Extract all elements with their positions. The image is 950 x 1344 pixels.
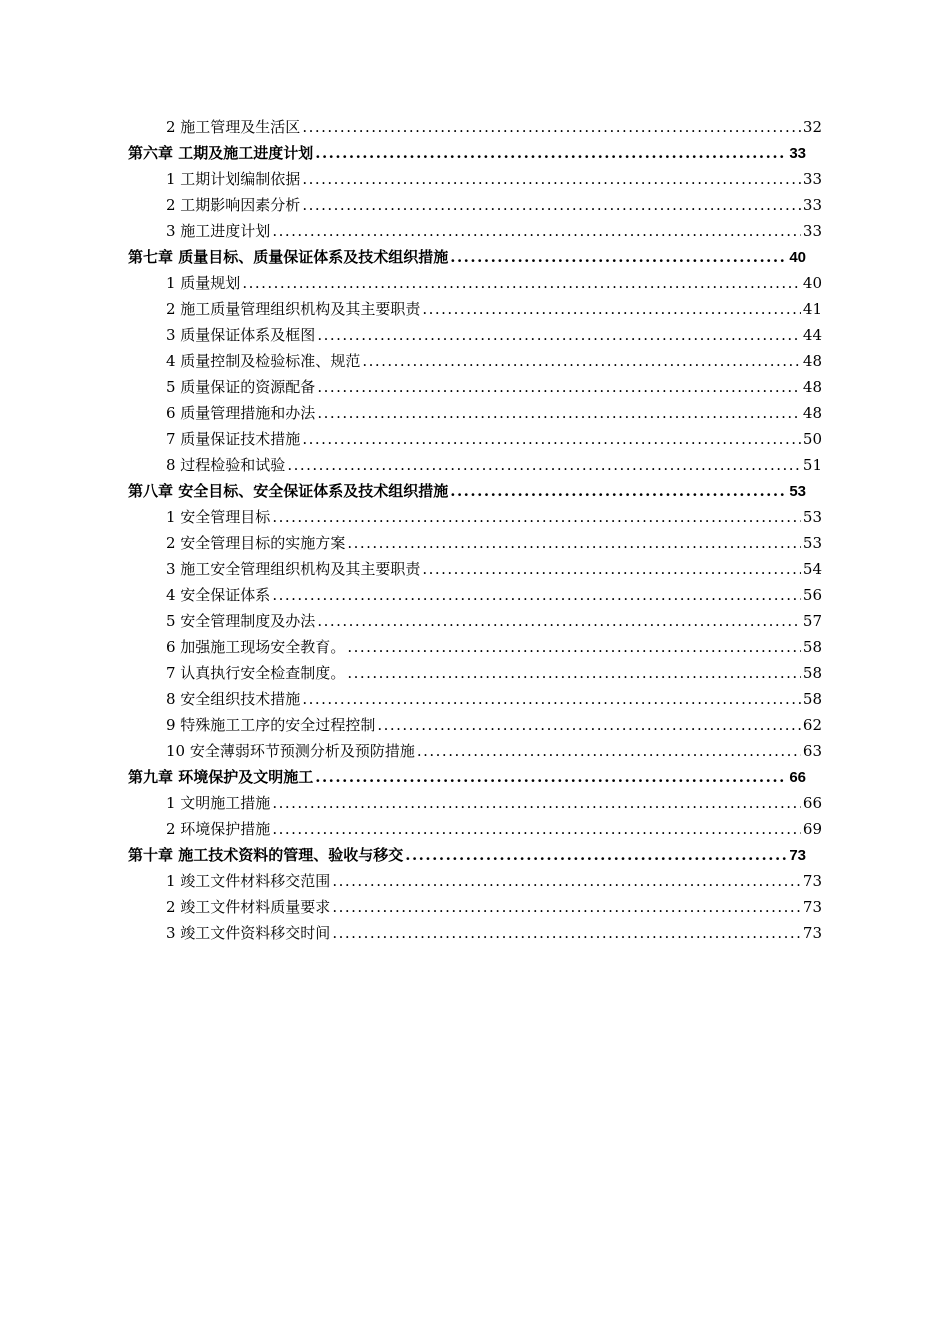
toc-entry-page-number: 44 <box>802 326 822 344</box>
toc-section-entry[interactable] <box>128 920 822 946</box>
toc-entry-title: 第十章 施工技术资料的管理、验收与移交 <box>128 846 404 864</box>
toc-dot-leader <box>332 894 801 920</box>
toc-entry-page-number: 73 <box>802 898 822 916</box>
toc-dot-leader <box>242 270 801 296</box>
toc-section-entry[interactable] <box>128 218 822 244</box>
toc-chapter-entry[interactable] <box>128 842 806 868</box>
toc-entry-page-number: 51 <box>802 456 822 474</box>
toc-dot-leader <box>362 348 801 374</box>
toc-section-entry[interactable] <box>128 322 822 348</box>
toc-entry-page-number: 40 <box>802 274 822 292</box>
toc-dot-leader <box>422 296 801 322</box>
toc-entry-page-number: 66 <box>789 769 806 786</box>
toc-entry-page-number: 62 <box>802 716 822 734</box>
toc-dot-leader <box>450 244 787 270</box>
toc-entry-page-number: 53 <box>802 534 822 552</box>
toc-section-entry[interactable] <box>128 712 822 738</box>
toc-entry-title: 1 安全管理目标 <box>166 508 271 526</box>
toc-entry-page-number: 50 <box>802 430 822 448</box>
toc-section-entry[interactable] <box>128 374 822 400</box>
toc-dot-leader <box>450 478 787 504</box>
toc-chapter-entry[interactable] <box>128 478 806 504</box>
toc-entry-title: 1 文明施工措施 <box>166 794 271 812</box>
toc-dot-leader <box>377 712 801 738</box>
toc-entry-page-number: 32 <box>802 118 822 136</box>
toc-dot-leader <box>417 738 801 764</box>
toc-entry-title: 2 施工质量管理组织机构及其主要职责 <box>166 300 421 318</box>
toc-entry-page-number: 56 <box>802 586 822 604</box>
toc-entry-title: 6 质量管理措施和办法 <box>166 404 316 422</box>
toc-section-entry[interactable] <box>128 426 822 452</box>
toc-entry-title: 3 竣工文件资料移交时间 <box>166 924 331 942</box>
toc-entry-title: 1 质量规划 <box>166 274 241 292</box>
toc-entry-title: 第八章 安全目标、安全保证体系及技术组织措施 <box>128 482 449 500</box>
toc-dot-leader <box>302 686 801 712</box>
toc-section-entry[interactable] <box>128 114 822 140</box>
toc-dot-leader <box>287 452 801 478</box>
toc-dot-leader <box>317 400 801 426</box>
toc-entry-title: 3 质量保证体系及框图 <box>166 326 316 344</box>
toc-entry-page-number: 48 <box>802 352 822 370</box>
toc-dot-leader <box>272 504 801 530</box>
toc-dot-leader <box>332 920 801 946</box>
toc-entry-page-number: 33 <box>802 222 822 240</box>
toc-dot-leader <box>347 634 801 660</box>
toc-entry-page-number: 73 <box>789 847 806 864</box>
toc-dot-leader <box>272 218 801 244</box>
toc-entry-title: 1 工期计划编制依据 <box>166 170 301 188</box>
toc-section-entry[interactable] <box>128 270 822 296</box>
toc-entry-title: 5 安全管理制度及办法 <box>166 612 316 630</box>
toc-entry-title: 3 施工进度计划 <box>166 222 271 240</box>
toc-section-entry[interactable] <box>128 452 822 478</box>
toc-section-entry[interactable] <box>128 634 822 660</box>
toc-section-entry[interactable] <box>128 582 822 608</box>
toc-entry-page-number: 53 <box>789 483 806 500</box>
toc-dot-leader <box>317 374 801 400</box>
toc-entry-page-number: 40 <box>789 249 806 266</box>
toc-entry-title: 2 环境保护措施 <box>166 820 271 838</box>
toc-section-entry[interactable] <box>128 530 822 556</box>
toc-dot-leader <box>302 426 801 452</box>
toc-section-entry[interactable] <box>128 504 822 530</box>
toc-dot-leader <box>272 582 801 608</box>
toc-dot-leader <box>315 764 787 790</box>
toc-entry-title: 7 认真执行安全检查制度。 <box>166 664 346 682</box>
toc-dot-leader <box>302 192 801 218</box>
toc-dot-leader <box>347 530 801 556</box>
toc-chapter-entry[interactable] <box>128 764 806 790</box>
toc-entry-title: 第六章 工期及施工进度计划 <box>128 144 314 162</box>
toc-section-entry[interactable] <box>128 660 822 686</box>
toc-entry-title: 8 过程检验和试验 <box>166 456 286 474</box>
toc-entry-page-number: 54 <box>802 560 822 578</box>
toc-entry-title: 5 质量保证的资源配备 <box>166 378 316 396</box>
toc-entry-page-number: 48 <box>802 404 822 422</box>
toc-section-entry[interactable] <box>128 868 822 894</box>
toc-entry-title: 4 安全保证体系 <box>166 586 271 604</box>
toc-section-entry[interactable] <box>128 790 822 816</box>
toc-entry-page-number: 57 <box>802 612 822 630</box>
toc-entry-title: 第九章 环境保护及文明施工 <box>128 768 314 786</box>
toc-dot-leader <box>302 166 801 192</box>
toc-entry-page-number: 58 <box>802 690 822 708</box>
toc-chapter-entry[interactable] <box>128 140 806 166</box>
toc-dot-leader <box>272 790 801 816</box>
toc-entry-title: 6 加强施工现场安全教育。 <box>166 638 346 656</box>
toc-entry-page-number: 63 <box>802 742 822 760</box>
toc-dot-leader <box>302 114 801 140</box>
toc-entry-title: 2 施工管理及生活区 <box>166 118 301 136</box>
toc-entry-title: 第七章 质量目标、质量保证体系及技术组织措施 <box>128 248 449 266</box>
toc-section-entry[interactable] <box>128 738 822 764</box>
toc-entry-page-number: 58 <box>802 664 822 682</box>
toc-dot-leader <box>315 140 787 166</box>
toc-entry-page-number: 69 <box>802 820 822 838</box>
toc-section-entry[interactable] <box>128 686 822 712</box>
toc-section-entry[interactable] <box>128 556 822 582</box>
toc-entry-page-number: 53 <box>802 508 822 526</box>
toc-chapter-entry[interactable] <box>128 244 806 270</box>
toc-dot-leader <box>422 556 801 582</box>
toc-entry-page-number: 66 <box>802 794 822 812</box>
toc-entry-page-number: 33 <box>789 145 806 162</box>
toc-entry-page-number: 58 <box>802 638 822 656</box>
toc-entry-page-number: 73 <box>802 872 822 890</box>
toc-section-entry[interactable] <box>128 348 822 374</box>
table-of-contents <box>128 114 828 946</box>
toc-dot-leader <box>405 842 787 868</box>
toc-dot-leader <box>332 868 801 894</box>
toc-entry-page-number: 73 <box>802 924 822 942</box>
toc-entry-page-number: 33 <box>802 170 822 188</box>
toc-dot-leader <box>317 322 801 348</box>
toc-section-entry[interactable] <box>128 296 822 322</box>
toc-dot-leader <box>317 608 801 634</box>
toc-section-entry[interactable] <box>128 400 822 426</box>
toc-dot-leader <box>272 816 801 842</box>
toc-section-entry[interactable] <box>128 192 822 218</box>
toc-entry-page-number: 48 <box>802 378 822 396</box>
toc-section-entry[interactable] <box>128 166 822 192</box>
toc-entry-title: 2 安全管理目标的实施方案 <box>166 534 346 552</box>
toc-entry-title: 8 安全组织技术措施 <box>166 690 301 708</box>
toc-section-entry[interactable] <box>128 608 822 634</box>
toc-entry-page-number: 41 <box>802 300 822 318</box>
toc-entry-title: 1 竣工文件材料移交范围 <box>166 872 331 890</box>
toc-entry-title: 10 安全薄弱环节预测分析及预防措施 <box>166 742 415 760</box>
toc-entry-title: 4 质量控制及检验标准、规范 <box>166 352 361 370</box>
toc-entry-page-number: 33 <box>802 196 822 214</box>
toc-section-entry[interactable] <box>128 816 822 842</box>
toc-entry-title: 2 工期影响因素分析 <box>166 196 301 214</box>
toc-entry-title: 3 施工安全管理组织机构及其主要职责 <box>166 560 421 578</box>
toc-entry-title: 9 特殊施工工序的安全过程控制 <box>166 716 376 734</box>
toc-entry-title: 7 质量保证技术措施 <box>166 430 301 448</box>
toc-dot-leader <box>347 660 801 686</box>
toc-entry-title: 2 竣工文件材料质量要求 <box>166 898 331 916</box>
toc-section-entry[interactable] <box>128 894 822 920</box>
